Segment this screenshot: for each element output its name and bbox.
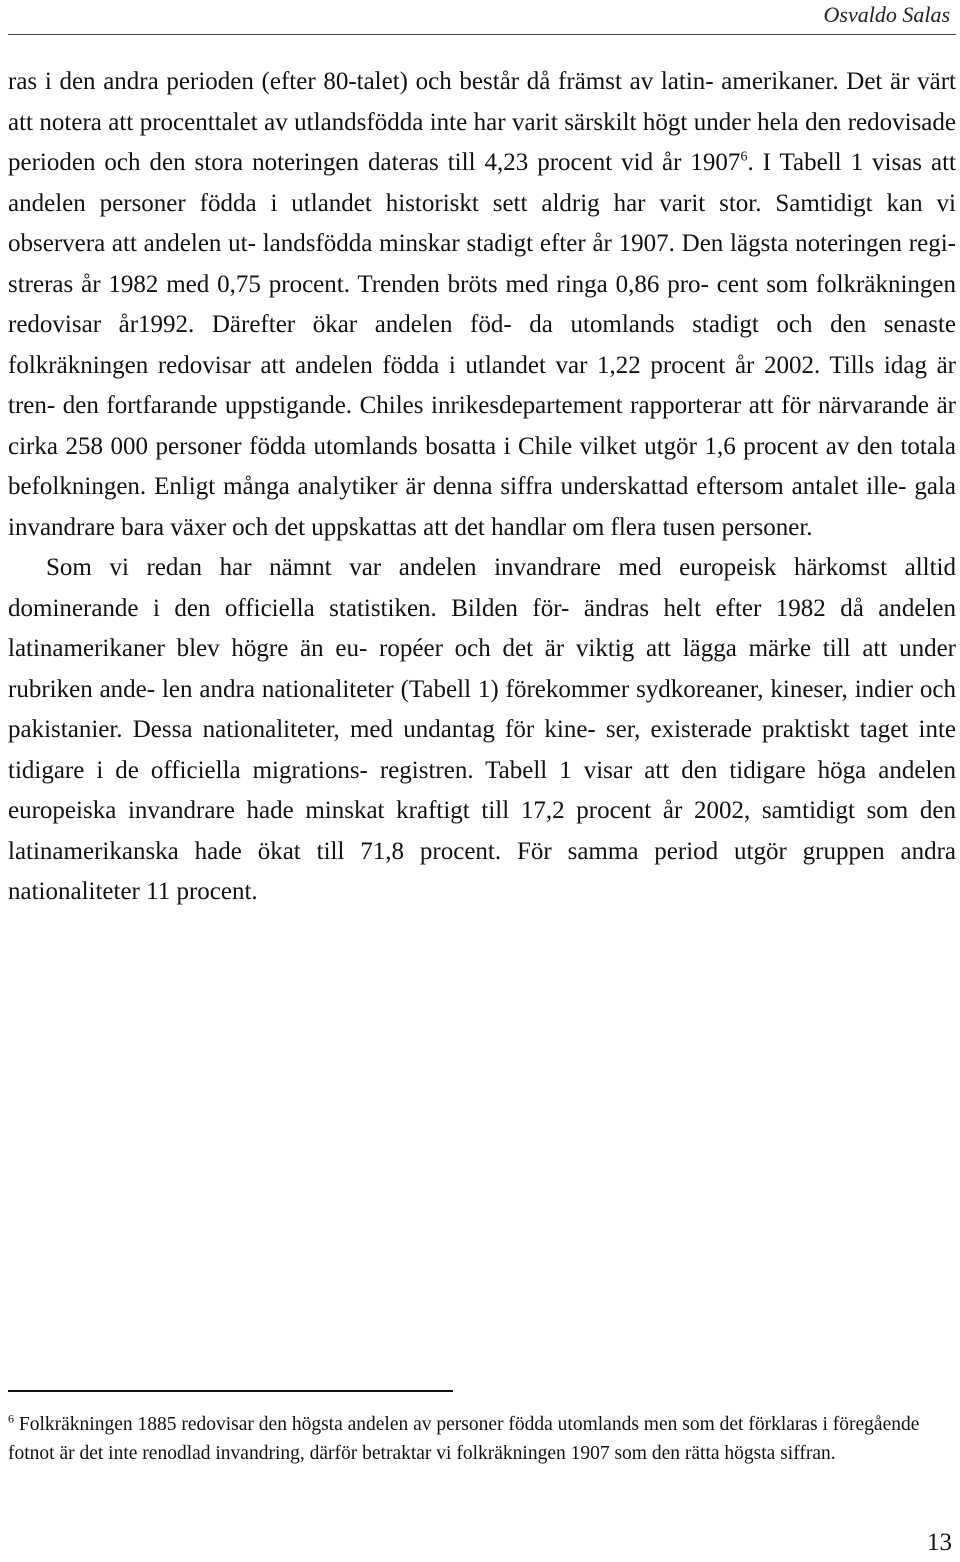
footnote-text: Folkräkningen 1885 redovisar den högsta andelen av personer födda utomlands men som det förklaras i föregående fotnot är det inte renodlad invandring, därför betraktar vi folkräkningen 1907 som den rätta högsta siffran. — [8, 1414, 920, 1464]
footnote-reference: 6 — [740, 149, 748, 165]
header-divider — [8, 34, 956, 35]
paragraph-1-part-1: ras i den andra perioden (efter 80-talet) och består då främst av latin- amerikaner. Det är värt att notera att procenttalet av utlandsfödda inte har varit särskilt högt under hela den redovisade perioden och den stora noteringen dateras till 4,23 procent vid år 1907 — [8, 68, 956, 176]
footnote — [8, 1410, 956, 1468]
body-text — [8, 62, 956, 913]
running-head-author: Osvaldo Salas — [823, 2, 950, 27]
paragraph-2: Som vi redan har nämnt var andelen invandrare med europeisk härkomst alltid dominerande i den officiella statistiken. Bilden för- ändras helt efter 1982 då andelen latinamerikaner blev högre än eu- ropéer och det är viktig att lägga märke till att under rubriken ande- len andra nationaliteter (Tabell 1) förekommer sydkoreaner, kineser, indier och pakistanier. Dessa nationaliteter, med undantag för kine- ser, existerade praktiskt taget inte tidigare i de officiella migrations- registren. Tabell 1 visar att den tidigare höga andelen europeiska invandrare hade minskat kraftigt till 17,2 procent år 2002, samtidigt som den latinamerikanska hade ökat till 71,8 procent. För samma period utgör gruppen andra nationaliteter 11 procent. — [8, 554, 956, 905]
paragraph-1-part-2: . I Tabell 1 visas att andelen personer födda i utlandet historiskt sett aldrig har varit stor. Samtidigt kan vi observera att andelen ut- landsfödda minskar stadigt efter år 1907. Den lägsta noteringen regi- streras år 1982 med 0,75 procent. Trenden bröts med ringa 0,86 pro- cent som folkräkningen redovisar år1992. Därefter ökar andelen föd- da utomlands stadigt och den senaste folkräkningen redovisar att andelen födda i utlandet var 1,22 procent år 2002. Tills idag är tren- den fortfarande uppstigande. Chiles inrikesdepartement rapporterar att för närvarande är cirka 258 000 personer födda utomlands bosatta i Chile vilket utgör 1,6 procent av den totala befolkningen. Enligt många analytiker är denna siffra underskattad eftersom antalet ille- gala invandrare bara växer och det uppskattas att det handlar om flera tusen personer. — [8, 149, 956, 541]
footnote-divider — [8, 1390, 453, 1392]
paragraph-1 — [8, 62, 956, 548]
footnote-number: 6 — [8, 1411, 14, 1426]
page-number: 13 — [927, 1529, 952, 1556]
